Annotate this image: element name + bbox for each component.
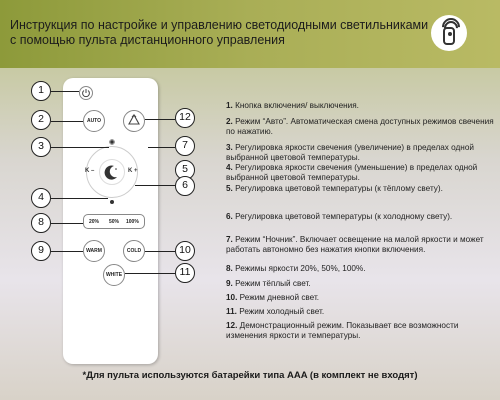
brightness-100-button[interactable]: 100%	[126, 219, 139, 225]
color-temp-minus-button[interactable]: K –	[85, 168, 95, 174]
auto-button[interactable]: AUTO	[83, 110, 105, 132]
brightness-50-button[interactable]: 50%	[109, 219, 120, 225]
brightness-up-button[interactable]	[108, 138, 116, 146]
instruction-4: 4. Регулировка яркости свечения (уменьшение) в пределах одной выбранной цветовой температуры.	[226, 163, 478, 182]
callout-2: 2	[31, 110, 51, 130]
callout-line	[51, 91, 79, 92]
instruction-3: 3. Регулировка яркости свечения (увеличение) в пределах одной выбранной цветовой температуры.	[226, 143, 474, 162]
instruction-7: 7. Режим “Ночник”. Включает освещение на малой яркости и может работать автономно без нажатия кнопки включения.	[226, 235, 484, 254]
instruction-11: 11. Режим холодный свет.	[226, 307, 325, 316]
callout-11: 11	[175, 263, 195, 283]
callout-line	[51, 251, 83, 252]
callout-9: 9	[31, 241, 51, 261]
cold-button[interactable]: COLD	[123, 240, 145, 262]
instruction-10: 10. Режим дневной свет.	[226, 293, 320, 302]
instruction-1: 1. Кнопка включения/ выключения.	[226, 101, 359, 110]
callout-1: 1	[31, 81, 51, 101]
callout-4: 4	[31, 188, 51, 208]
remote-control-logo-icon	[431, 15, 467, 51]
demo-button[interactable]	[123, 110, 145, 132]
callout-line	[125, 273, 175, 274]
instruction-6: 6. Регулировка цветовой температуры (к холодному свету).	[226, 212, 453, 221]
instruction-5: 5. Регулировка цветовой температуры (к тёплому свету).	[226, 184, 443, 193]
page-title: Инструкция по настройке и управлению светодиодными светильниками с помощью пульта дистанционного управления	[10, 18, 429, 47]
night-mode-button[interactable]	[99, 159, 125, 185]
callout-12: 12	[175, 108, 195, 128]
instruction-8: 8. Режимы яркости 20%, 50%, 100%.	[226, 264, 366, 273]
color-temp-plus-button[interactable]: K +	[128, 168, 138, 174]
instruction-9: 9. Режим тёплый свет.	[226, 279, 311, 288]
callout-line	[145, 251, 175, 252]
brightness-presets	[83, 214, 145, 229]
callout-line	[51, 147, 109, 148]
callout-line	[51, 223, 83, 224]
callout-6: 6	[175, 176, 195, 196]
callout-7: 7	[175, 136, 195, 156]
brightness-20-button[interactable]: 20%	[89, 219, 100, 225]
recycle-icon	[124, 111, 144, 131]
callout-5: 5	[175, 160, 195, 180]
callout-3: 3	[31, 137, 51, 157]
power-icon	[80, 87, 92, 99]
white-button[interactable]: WHITE	[103, 264, 125, 286]
callout-line	[145, 119, 175, 120]
callout-line	[51, 121, 83, 122]
callout-line	[51, 198, 108, 199]
power-button[interactable]	[79, 86, 93, 100]
instruction-2: 2. Режим “Авто”. Автоматическая смена доступных режимов свечения по нажатию.	[226, 117, 494, 136]
callout-line	[148, 147, 175, 148]
battery-footnote: *Для пульта используются батарейки типа AAA (в комплект не входят)	[82, 370, 418, 381]
warm-button[interactable]: WARM	[83, 240, 105, 262]
brightness-down-button[interactable]	[110, 200, 114, 204]
moon-icon	[100, 160, 124, 184]
callout-8: 8	[31, 213, 51, 233]
callout-line	[135, 185, 175, 186]
callout-10: 10	[175, 241, 195, 261]
instruction-12: 12. Демонстрационный режим. Показывает все возможности изменения яркости и температуры.	[226, 321, 459, 340]
